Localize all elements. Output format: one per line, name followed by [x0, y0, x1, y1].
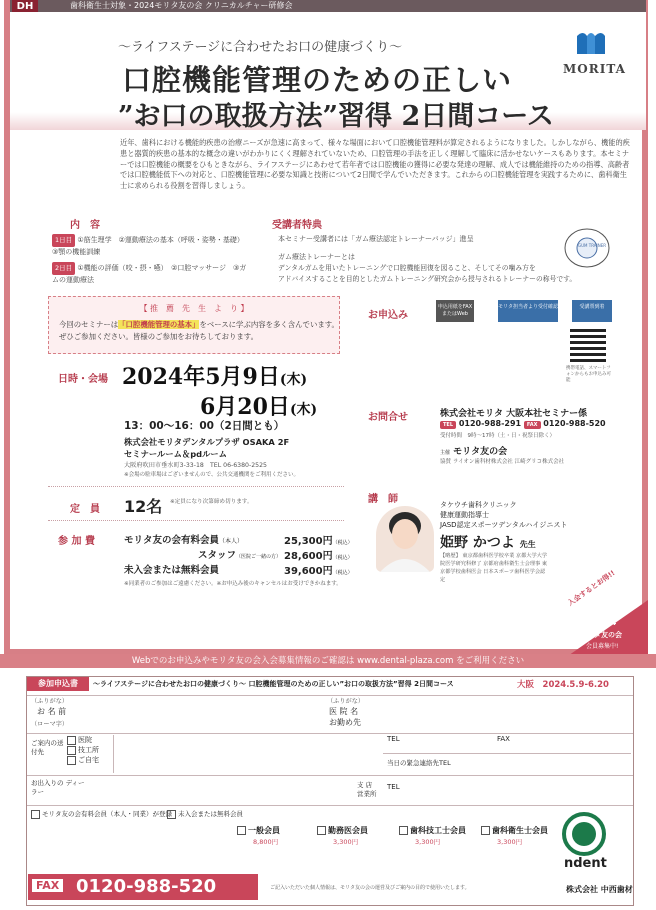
day2-items: ①機能の評価（咬・摂・嚥） ②口腔マッサージ ③ガムの運動療法 [52, 264, 247, 284]
date-2-text: 6月20日 [200, 394, 290, 420]
capacity-label: 定 員 [70, 504, 100, 515]
benefit-label: 受講者特典 [272, 220, 322, 231]
fee-notes: ※同業者のご参加はご遠慮ください。※お申込み後のキャンセルはお受けできかねます。 [124, 581, 342, 587]
day1-tag: 1日目 [52, 234, 75, 247]
form-row-dealer [27, 775, 633, 776]
contact-tel: 0120-988-291 [458, 419, 522, 428]
member-type-1-label: 一般会員 [248, 826, 280, 835]
address-options [67, 735, 99, 765]
venue-line-2: セミナールーム＆pdルーム [124, 449, 227, 459]
qr-label: 携帯電話、スマートフォンからもお申込み可能 [566, 366, 611, 383]
dealer-label: お出入りの ディーラー [31, 779, 85, 796]
fee-price-2 [284, 547, 353, 562]
member-opt-2-label: 未入会または無料会員 [178, 810, 243, 818]
application-form [26, 676, 634, 906]
campaign-line-2: 2024 [594, 618, 617, 627]
address-label: ご案内の送付先 [31, 739, 64, 756]
form-row-name [27, 695, 633, 696]
date-1-text: 2024年5月9日 [122, 364, 280, 390]
intro-paragraph: 近年、歯科における機能的疾患の治療ニーズが急速に高まって、様々な場面において口腔機能管理料が算定されるようになりました。しかしながら、機能的疾患と器質的疾患の基本的な概念の違いがわかりにくく理解されていないため、口腔管理の手法を正しく理解して臨床に活かせないケースもあります。本セミナーでは口腔機能の概要をひもときながら、ライフステージにあわせて若年者では口腔機能の獲得に必要な発達の理解、成人では機能維持のための指導、高齢者では口腔機能低下への対応と、口腔機能管理に必要な知識と技術について2日間で学んでいただきます。これからの口腔機能管理を実践するために、歯科衛生士に求められる役割を習得しましょう。 [120, 138, 630, 191]
brand-name: MORITA [563, 62, 626, 76]
checkbox-clinic[interactable] [67, 736, 76, 745]
clinic-input[interactable] [373, 697, 629, 731]
name-roman-label: （ローマ字） [31, 721, 69, 728]
subtitle: 〜ライフステージに合わせたお口の健康づくり〜 [118, 40, 403, 55]
schedule-label: 日時・会場 [58, 374, 108, 385]
gum-trainer-badge-icon [562, 226, 612, 270]
checkbox-lab[interactable] [67, 746, 76, 755]
day2-tag: 2日目 [52, 262, 75, 275]
contact-hours: 受付時間 9時〜17時（土・日・祝祭日除く） [440, 433, 555, 439]
lecturer-title-2: JASD認定スポーツデンタルハイジニスト [440, 521, 568, 529]
emergency-label: 当日の緊急連絡先TEL [387, 759, 451, 767]
tel-tag: TEL [440, 421, 456, 429]
morita-logo-icon [575, 30, 607, 56]
fee-tax-1: （税込） [332, 540, 353, 546]
checkbox-type-1[interactable] [237, 826, 246, 835]
name-label: お 名 前 [37, 707, 67, 716]
campaign-line-3: モリタ友の会 [580, 631, 622, 639]
fax-bar[interactable] [28, 874, 258, 900]
opt-lab-label: 技工所 [78, 746, 99, 754]
date-2-dow: (木) [289, 402, 318, 418]
support-label: 協賛 [440, 459, 452, 465]
emergency-row [383, 753, 631, 754]
venue-address: 大阪府吹田市垂水町3-33-18 TEL 06-6380-2525 [124, 462, 267, 469]
benefit-line-1: 本セミナー受講者には「ガム療法認定トレーナーバッジ」進呈 [278, 235, 474, 243]
footer-company: 株式会社 中西歯材 [566, 885, 633, 894]
fee-row-2 [198, 547, 281, 561]
gum-trainer-badge-text: GUM TRAINER [578, 243, 607, 248]
fee-row-1 [124, 532, 243, 546]
qr-code-icon[interactable] [570, 326, 606, 362]
member-opt-1[interactable] [31, 809, 172, 819]
fee-name-3: 未入会または無料会員 [124, 565, 220, 576]
member-type-4[interactable] [481, 825, 548, 836]
member-type-3-label: 歯科技工士会員 [410, 826, 466, 835]
content-label: 内 容 [70, 220, 100, 231]
recommendation-line-2: ぜひご参加ください。皆様のご参加をお待ちしております。 [59, 332, 258, 341]
date-1 [122, 360, 307, 391]
checkbox-home[interactable] [67, 756, 76, 765]
member-price-3: 3,300円 [415, 838, 441, 846]
rec-highlight: 「口腔機能管理の基本」 [118, 320, 200, 329]
branch-label: 支 店 営業所 [357, 781, 377, 798]
title-line-2: ”お口の取扱方法”習得 2日間コース [118, 101, 554, 132]
apply-label: お申込み [368, 310, 408, 321]
fee-row-3 [124, 562, 219, 576]
host [440, 444, 507, 457]
checkbox-member-paid[interactable] [31, 810, 40, 819]
form-area: 大阪 [517, 680, 535, 690]
member-type-4-label: 歯科衛生士会員 [492, 826, 548, 835]
title-line-1: 口腔機能管理のための正しい [122, 63, 513, 97]
fax-number: 0120-988-520 [76, 876, 217, 897]
top-bar [10, 0, 646, 12]
web-bar[interactable]: Webでのお申込みやモリタ友の会入会募集情報のご確認は www.dental-plaza.com をご利用ください [0, 654, 656, 668]
fax-tag: FAX [524, 421, 541, 429]
clinic-label: 医 院 名 [329, 707, 359, 716]
lecturer-title-1: 健康運動指導士 [440, 511, 489, 519]
lecturer-bio: 【略歴】 東京都歯科医学校卒業 京都大学大学院医学研究科修了 京都府歯科衛生士会理事 東京都学校歯科医会 日本スポーツ歯科医学会認定 [440, 553, 548, 583]
member-type-2-label: 勤務医会員 [328, 826, 368, 835]
member-opt-1-label: モリタ友の会有料会員（本人・同業）が登録 [42, 810, 172, 818]
opt-lab[interactable] [67, 745, 99, 755]
fee-sub-1: （本人） [219, 538, 244, 545]
person-icon [376, 506, 434, 572]
member-opt-2[interactable] [167, 809, 243, 819]
top-bar-text: 歯科衛生士対象・2024モリタ友の会 クリニカルチャー研修会 [70, 1, 293, 10]
date-2 [200, 390, 317, 421]
contact-fax: 0120-988-520 [543, 419, 606, 428]
name-kana-label: （ふりがな） [31, 698, 69, 705]
fee-tax-3: （税込） [332, 570, 353, 576]
fee-label: 参 加 費 [58, 536, 95, 547]
capacity-value: 12名 [124, 497, 163, 516]
form-course: 〜ライフステージに合わせたお口の健康づくり〜 口腔機能管理のための正しい”お口の取扱方法”習得 2日間コース [93, 680, 454, 688]
checkbox-type-2[interactable] [317, 826, 326, 835]
apply-step-1: 申込用紙をFAXまたはWeb [436, 300, 474, 322]
fax-label-tag: FAX [32, 879, 63, 892]
fee-price-3 [284, 562, 353, 577]
footer-brand: ndent [564, 856, 607, 871]
divider-2 [48, 520, 344, 521]
time: 13：00〜16：00（2日間とも） [124, 420, 285, 432]
lecturer-suffix: 先生 [519, 540, 536, 549]
opt-home-label: ご自宅 [78, 756, 99, 764]
recommendation-head: 【 推 薦 先 生 よ り 】 [139, 304, 249, 313]
recommendation-line-1 [59, 319, 339, 330]
rec-pre: 今回のセミナーは [59, 320, 119, 329]
fee-name-2: スタッフ [198, 550, 237, 561]
checkbox-member-free[interactable] [167, 810, 176, 819]
support-names: ライオン歯科材株式会社 江崎グリコ株式会社 [452, 459, 565, 465]
form-tag: 参加申込書 [27, 677, 89, 691]
campaign-line-4: 会員募集中! [586, 643, 619, 650]
recommendation-box [48, 296, 340, 354]
contact-company: 株式会社モリタ 大阪本社セミナー係 [440, 409, 588, 419]
dh-badge: DH [12, 0, 38, 14]
date-1-dow: (木) [279, 372, 308, 388]
day1-items: ①筋生理学 ②運動療法の基本（呼吸・姿勢・基礎） ③顎の機能訓練 [52, 236, 248, 256]
checkbox-type-4[interactable] [481, 826, 490, 835]
host-name: モリタ友の会 [453, 447, 508, 457]
lecturer-name [440, 532, 536, 552]
day2-block [52, 262, 252, 286]
divider [48, 486, 344, 487]
benefit-line-2: ガム療法トレーナーとは [278, 253, 355, 261]
opt-home[interactable] [67, 755, 99, 765]
clinic-alt-label: お勤め先 [329, 718, 361, 727]
member-type-3[interactable] [399, 825, 466, 836]
benefit-line-3: デンタルガムを用いたトレーニングで口腔機能回復を図ること、そしてその噛み方を [278, 264, 536, 272]
fee-price-2-text: 28,600円 [284, 551, 333, 562]
checkbox-type-3[interactable] [399, 826, 408, 835]
dealer-input[interactable] [93, 777, 353, 803]
venue-line-1: 株式会社モリタデンタルプラザ OSAKA 2F [124, 437, 290, 447]
form-row-member [27, 805, 633, 806]
fee-price-1-text: 25,300円 [284, 536, 333, 547]
clinic-kana-label: （ふりがな） [327, 698, 365, 705]
form-footer-note: ご記入いただいた個人情報は、モリタ友の会の運営及びご案内の目的で使用いたします。 [270, 885, 470, 891]
tel-label: TEL [387, 735, 400, 743]
fee-tax-2: （税込） [332, 555, 353, 561]
member-type-2[interactable] [317, 825, 368, 836]
address-input[interactable] [113, 735, 364, 773]
rec-post: をベースに学ぶ内容を多く含んでいます。 [199, 320, 339, 329]
apply-step-3: 受講票到着 [572, 300, 612, 322]
fee-name-1: モリタ友の会有料会員 [124, 535, 220, 546]
member-type-1[interactable] [237, 825, 280, 836]
campaign-line-1: 入会するとお得!! [566, 569, 617, 608]
form-area-dates [517, 678, 609, 690]
ndent-logo-icon [560, 810, 608, 858]
fee-price-3-text: 39,600円 [284, 566, 333, 577]
host-label: 主催 [440, 450, 451, 456]
fee-price-1 [284, 532, 353, 547]
opt-clinic[interactable] [67, 735, 99, 745]
capacity-note: ※定員になり次第締め切ります。 [170, 499, 253, 505]
support [440, 458, 610, 467]
member-price-4: 3,300円 [497, 838, 523, 846]
opt-clinic-label: 医院 [78, 736, 92, 744]
venue-note: ※会場の駐車場はございませんので、公共交通機関をご利用ください。 [124, 472, 300, 478]
contact-numbers [440, 419, 606, 429]
form-dates: 2024.5.9-6.20 [542, 680, 609, 690]
name-input[interactable] [87, 697, 317, 731]
lecturer-name-text: 姫野 かつよ [440, 535, 515, 551]
apply-step-2: モリタ担当者より受付確認 [498, 300, 558, 322]
contact-label: お問合せ [368, 412, 408, 423]
fax-label: FAX [497, 735, 510, 743]
day1-block [52, 234, 252, 258]
branch-tel-label: TEL [387, 783, 400, 791]
lecturer-photo [376, 506, 434, 572]
lecturer-clinic: タケウチ歯科クリニック [440, 501, 517, 509]
fee-sub-2: （医院ご一緒の方） [236, 554, 282, 560]
member-price-1: 8,800円 [253, 838, 279, 846]
form-row-address [27, 733, 633, 734]
lecturer-label: 講 師 [368, 494, 398, 505]
member-price-2: 3,300円 [333, 838, 359, 846]
benefit-line-4: アドバイスすることを目的としたガムトレーニング研究会から授与されるトレーナーの称号です。 [278, 275, 577, 283]
